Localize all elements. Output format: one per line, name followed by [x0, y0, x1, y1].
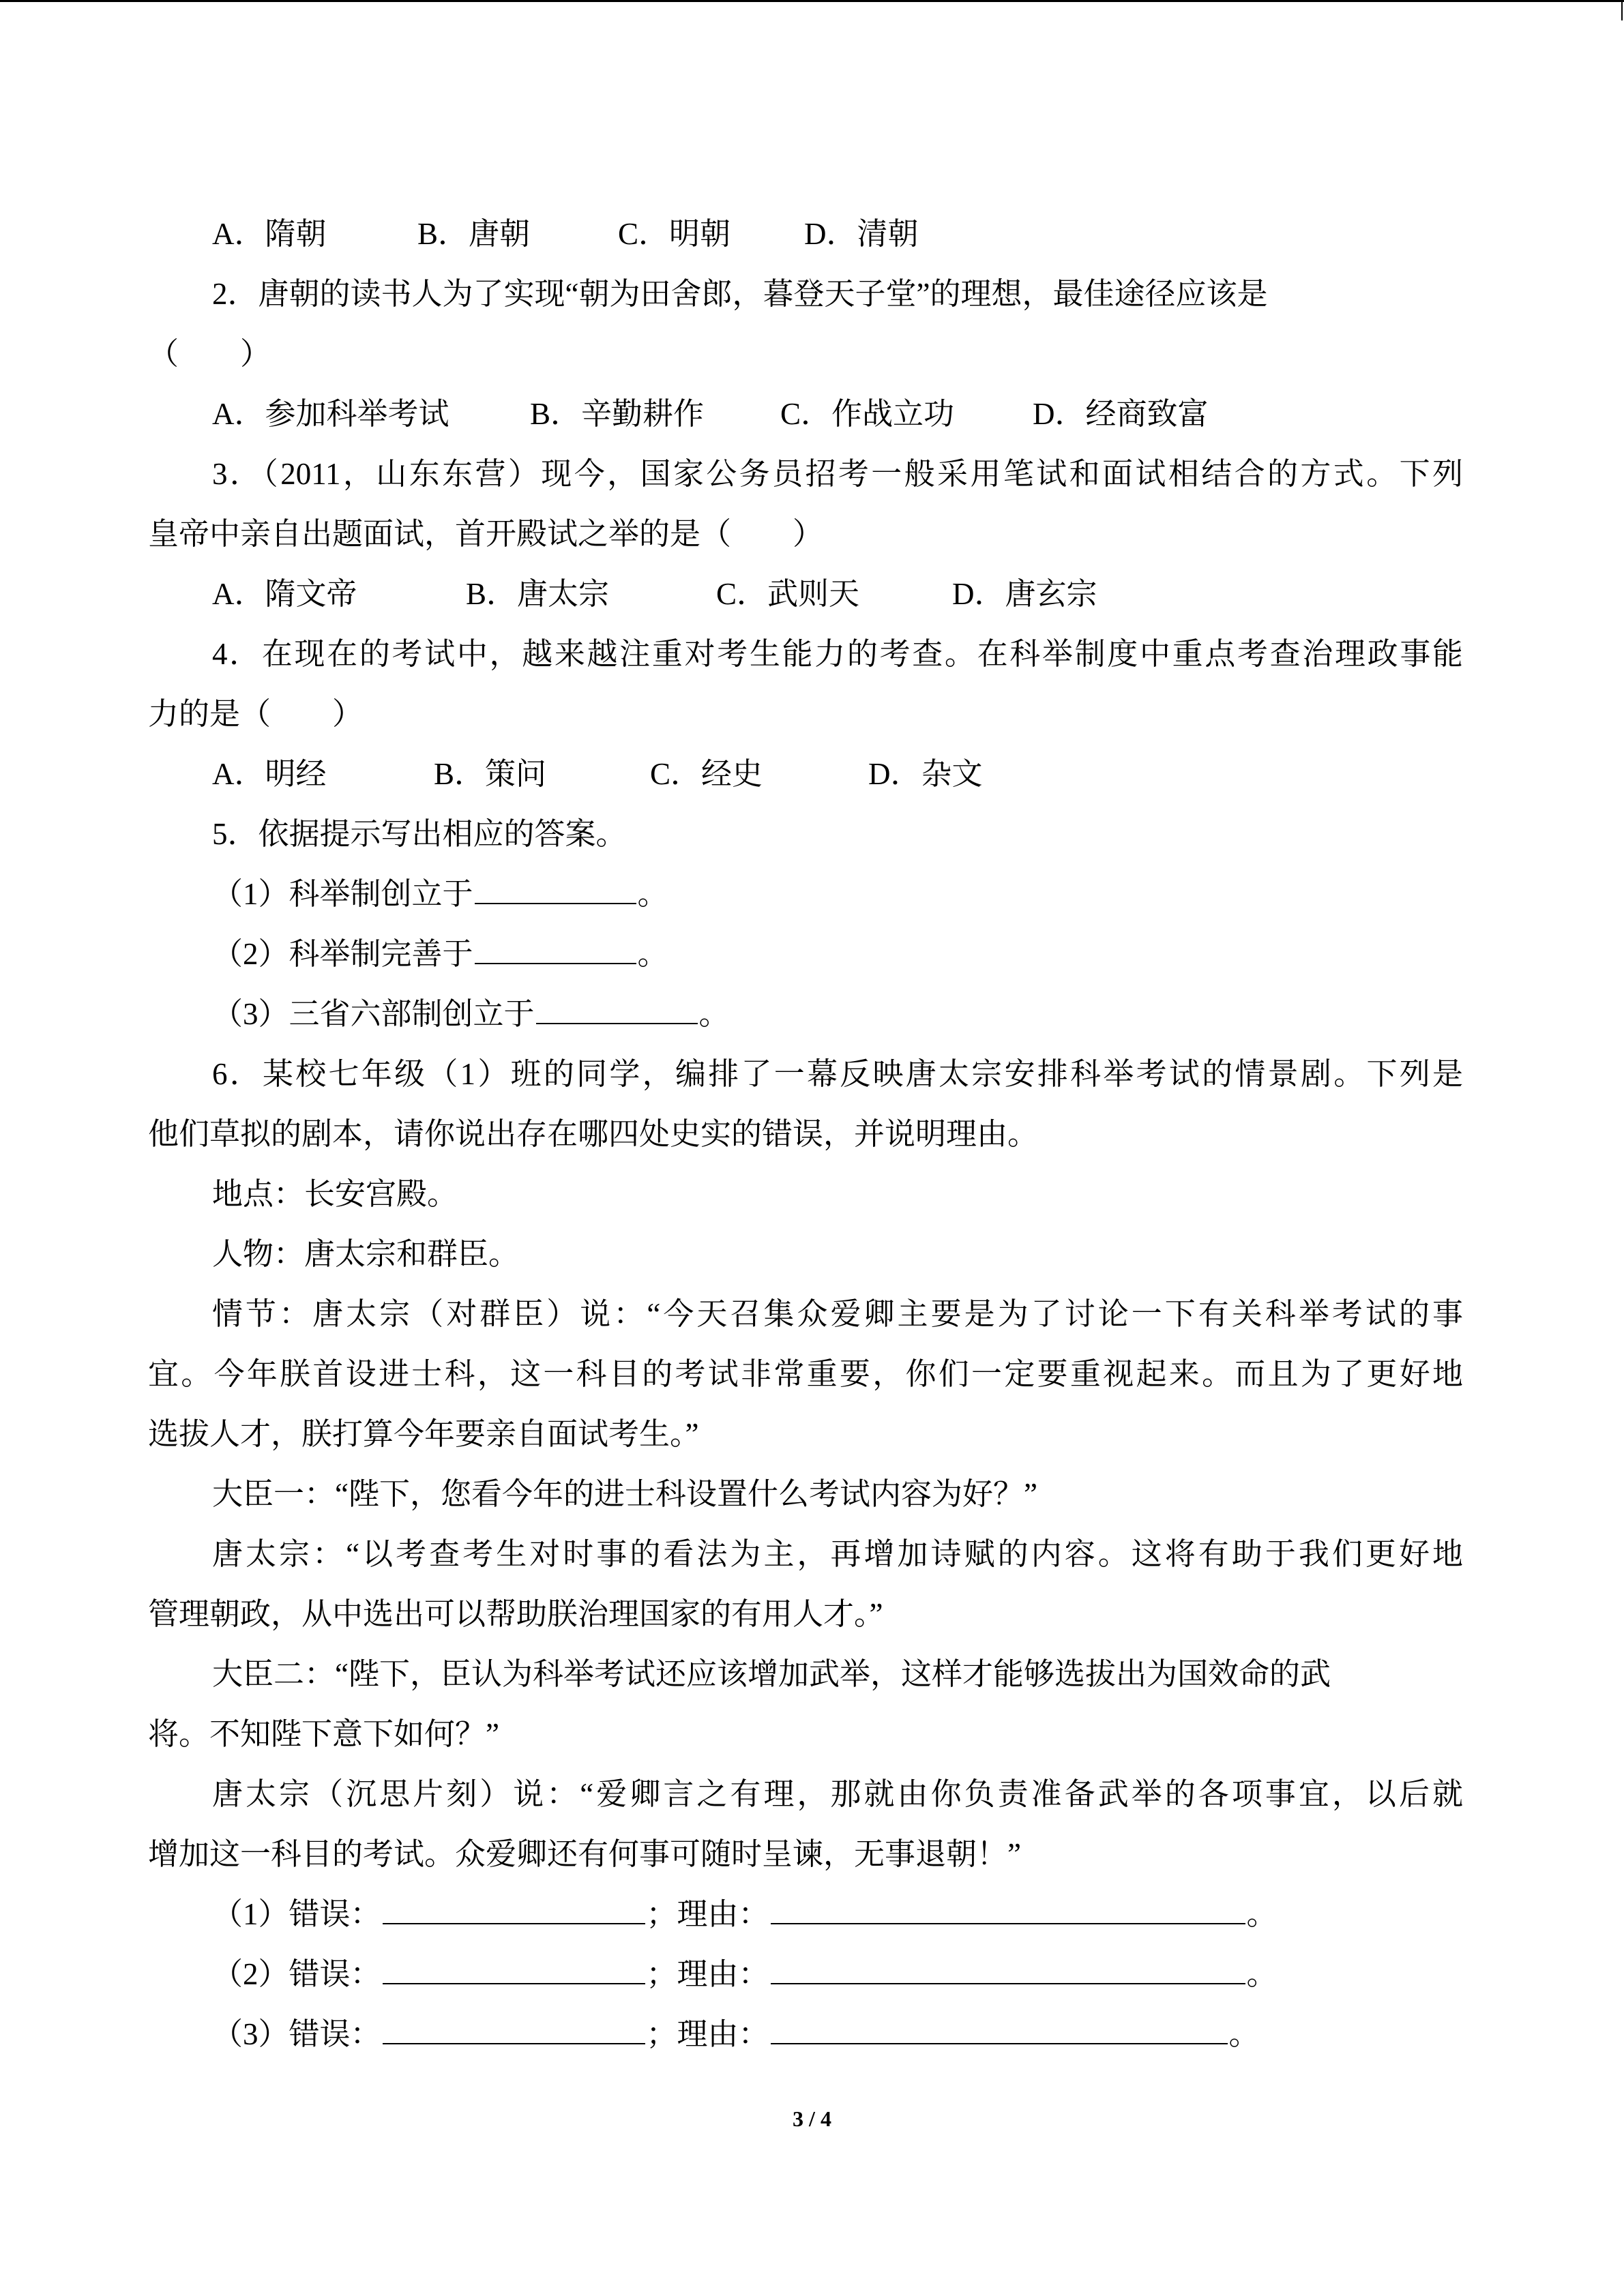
- q6-answer-3-mid: ；理由：: [646, 2017, 769, 2051]
- q2-option-d: D．经商致富: [1033, 397, 1209, 431]
- q2-option-b: B．辛勤耕作: [530, 397, 705, 431]
- q6-answer-2-reason-blank: [771, 1956, 1245, 1984]
- q5-item-3-prefix: （3）三省六部制创立于: [212, 997, 535, 1031]
- q6-script-line-2: 宜。今年朕首设进士科，这一科目的考试非常重要，你们一定要重视起来。而且为了更好地: [148, 1357, 1463, 1391]
- q3-option-a: A．隋文帝: [212, 577, 357, 611]
- q4-option-d: D．杂文: [868, 757, 983, 791]
- q5-stem: 5．依据提示写出相应的答案。: [212, 817, 627, 851]
- q4-option-c: C．经史: [650, 757, 763, 791]
- page-content: [0, 204, 1624, 2064]
- q6-answer-2: [212, 1944, 1624, 2004]
- q6-answer-1-end: 。: [1246, 1897, 1278, 1931]
- q6-script-line-3: 选拔人才，朕打算今年要亲自面试考生。”: [148, 1417, 699, 1451]
- q4-option-b: B．策问: [434, 757, 547, 791]
- q6-answer-1-error-blank: [383, 1896, 645, 1924]
- q3-options: [0, 564, 1624, 624]
- q6-stem-line-1: 6．某校七年级（1）班的同学，编排了一幕反映唐太宗安排科举考试的情景剧。下列是: [212, 1057, 1463, 1091]
- q6-answer-2-end: 。: [1246, 1957, 1278, 1991]
- q1-options: [0, 204, 1624, 264]
- q1-option-a: A．隋朝: [212, 217, 327, 251]
- q6-place: 地点：长安宫殿。: [212, 1177, 458, 1211]
- q2-option-a: A．参加科举考试: [212, 397, 449, 431]
- q5-item-2-prefix: （2）科举制完善于: [212, 937, 473, 971]
- q1-option-d: D．清朝: [804, 217, 919, 251]
- q5-item-2-suffix: 。: [637, 937, 668, 971]
- q6-answer-3: [212, 2004, 1624, 2064]
- q5-item-2: [212, 924, 1624, 984]
- q5-item-3: [212, 984, 1624, 1044]
- q6-answer-1: [212, 1884, 1624, 1944]
- q2-stem-line-1: 2．唐朝的读书人为了实现“朝为田舍郎，暮登天子堂”的理想，最佳途径应该是: [212, 277, 1268, 311]
- q5-item-3-blank: [536, 996, 698, 1024]
- page-top-border: [0, 0, 1624, 2]
- q5-item-1: [212, 864, 1624, 924]
- q4-options: [0, 744, 1624, 804]
- q6-answer-2-error-blank: [383, 1956, 645, 1984]
- q4-option-a: A．明经: [212, 757, 327, 791]
- q3-option-b: B．唐太宗: [466, 577, 610, 611]
- q6-script-line-5: 唐太宗：“以考查考生对时事的看法为主，再增加诗赋的内容。这将有助于我们更好地: [212, 1537, 1463, 1571]
- q6-script-line-10: 增加这一科目的考试。众爱卿还有何事可随时呈谏，无事退朝！”: [148, 1837, 1021, 1871]
- page-right-edge-mark: [1621, 0, 1623, 20]
- q1-option-b: B．唐朝: [417, 217, 531, 251]
- q6-answer-3-end: 。: [1228, 2017, 1260, 2051]
- q6-script-line-9: 唐太宗（沉思片刻）说：“爱卿言之有理，那就由你负责准备武举的各项事宜，以后就: [212, 1777, 1463, 1811]
- q6-answer-1-reason-blank: [771, 1896, 1245, 1924]
- q2-stem-line-2: （ ）: [148, 337, 271, 371]
- q6-answer-1-mid: ；理由：: [646, 1897, 769, 1931]
- q5-item-1-blank: [475, 876, 636, 904]
- q3-stem-line-1: 3．（2011，山东东营）现今，国家公务员招考一般采用笔试和面试相结合的方式。下列: [212, 457, 1463, 491]
- q2-options: [0, 384, 1624, 444]
- q6-stem-line-2: 他们草拟的剧本，请你说出存在哪四处史实的错误，并说明理由。: [148, 1117, 1039, 1151]
- q3-stem-line-2: 皇帝中亲自出题面试，首开殿试之举的是（ ）: [148, 517, 824, 551]
- q6-script-line-6: 管理朝政，从中选出可以帮助朕治理国家的有用人才。”: [148, 1597, 883, 1631]
- q5-item-1-prefix: （1）科举制创立于: [212, 877, 473, 911]
- q6-answer-2-mid: ；理由：: [646, 1957, 769, 1991]
- q4-stem-line-1: 4．在现在的考试中，越来越注重对考生能力的考查。在科举制度中重点考查治理政事能: [212, 637, 1463, 671]
- q6-people: 人物：唐太宗和群臣。: [212, 1237, 520, 1271]
- q6-answer-3-error-blank: [383, 2016, 645, 2044]
- q6-answer-2-label: （2）错误：: [212, 1957, 381, 1991]
- q2-option-c: C．作战立功: [780, 397, 955, 431]
- q5-item-2-blank: [475, 936, 636, 964]
- q1-option-c: C．明朝: [618, 217, 731, 251]
- q3-option-d: D．唐玄宗: [952, 577, 1097, 611]
- q6-answer-1-label: （1）错误：: [212, 1897, 381, 1931]
- q5-item-3-suffix: 。: [698, 997, 730, 1031]
- page-number: 3 / 4: [793, 2106, 831, 2131]
- q6-answer-3-label: （3）错误：: [212, 2017, 381, 2051]
- q6-answer-3-reason-blank: [771, 2016, 1228, 2044]
- q6-script-line-8: 将。不知陛下意下如何？”: [148, 1717, 499, 1751]
- q4-stem-line-2: 力的是（ ）: [148, 697, 364, 731]
- q6-script-line-1: 情节：唐太宗（对群臣）说：“今天召集众爱卿主要是为了讨论一下有关科举考试的事: [212, 1297, 1463, 1331]
- q6-script-line-7: 大臣二：“陛下，臣认为科举考试还应该增加武举，这样才能够选拔出为国效命的武: [212, 1657, 1331, 1691]
- q6-script-line-4: 大臣一：“陛下，您看今年的进士科设置什么考试内容为好？”: [212, 1477, 1037, 1511]
- q5-item-1-suffix: 。: [637, 877, 668, 911]
- q3-option-c: C．武则天: [716, 577, 860, 611]
